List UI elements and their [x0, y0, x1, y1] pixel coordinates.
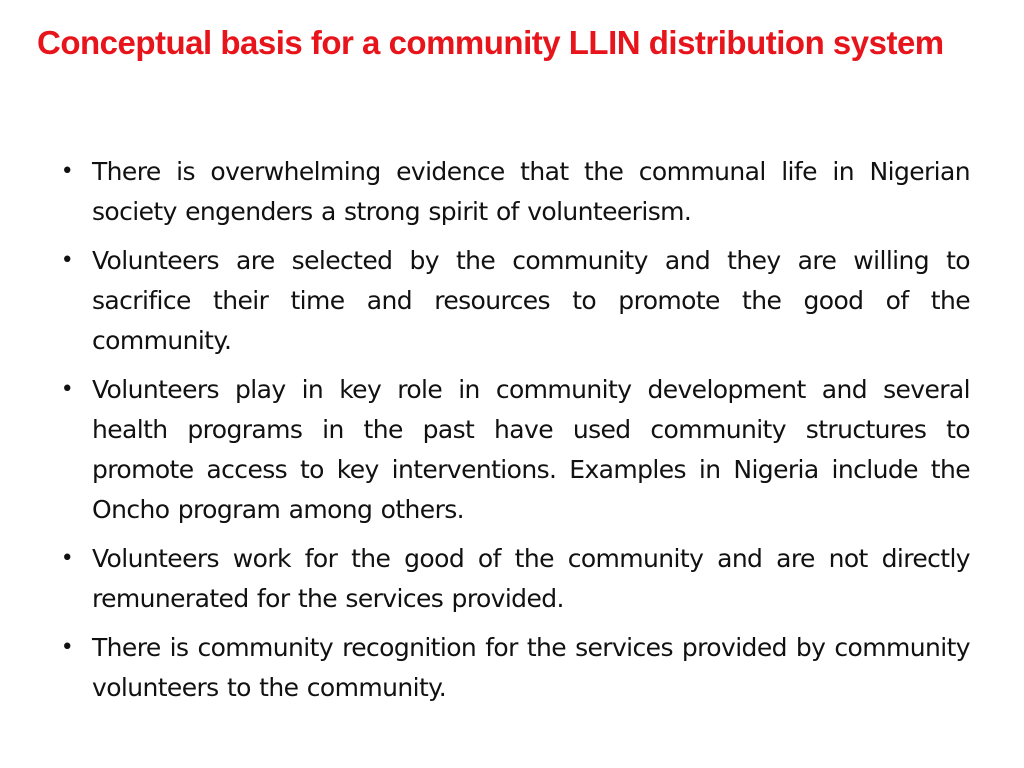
bullet-text: There is community recognition for the services provided by community volunteers to the community. — [92, 633, 970, 702]
bullet-icon: • — [60, 248, 74, 273]
bullet-list — [56, 152, 970, 717]
bullet-icon: • — [60, 546, 74, 571]
bullet-item — [56, 241, 970, 361]
bullet-item — [56, 152, 970, 232]
slide-title: Conceptual basis for a community LLIN distribution system — [37, 24, 944, 61]
bullet-text: Volunteers work for the good of the community and are not directly remunerated for the services provided. — [92, 544, 970, 613]
bullet-item — [56, 539, 970, 619]
bullet-text: Volunteers are selected by the community and they are willing to sacrifice their time and resources to promote the good of the community. — [92, 246, 970, 355]
bullet-item — [56, 628, 970, 708]
bullet-text: Volunteers play in key role in community development and several health programs in the past have used community structures to promote access to key interventions. Examples in Nigeria include the Oncho program among others. — [92, 375, 970, 524]
bullet-item — [56, 370, 970, 530]
bullet-icon: • — [60, 635, 74, 660]
bullet-text: There is overwhelming evidence that the communal life in Nigerian society engenders a strong spirit of volunteerism. — [92, 157, 970, 226]
bullet-icon: • — [60, 159, 74, 184]
bullet-icon: • — [60, 377, 74, 402]
